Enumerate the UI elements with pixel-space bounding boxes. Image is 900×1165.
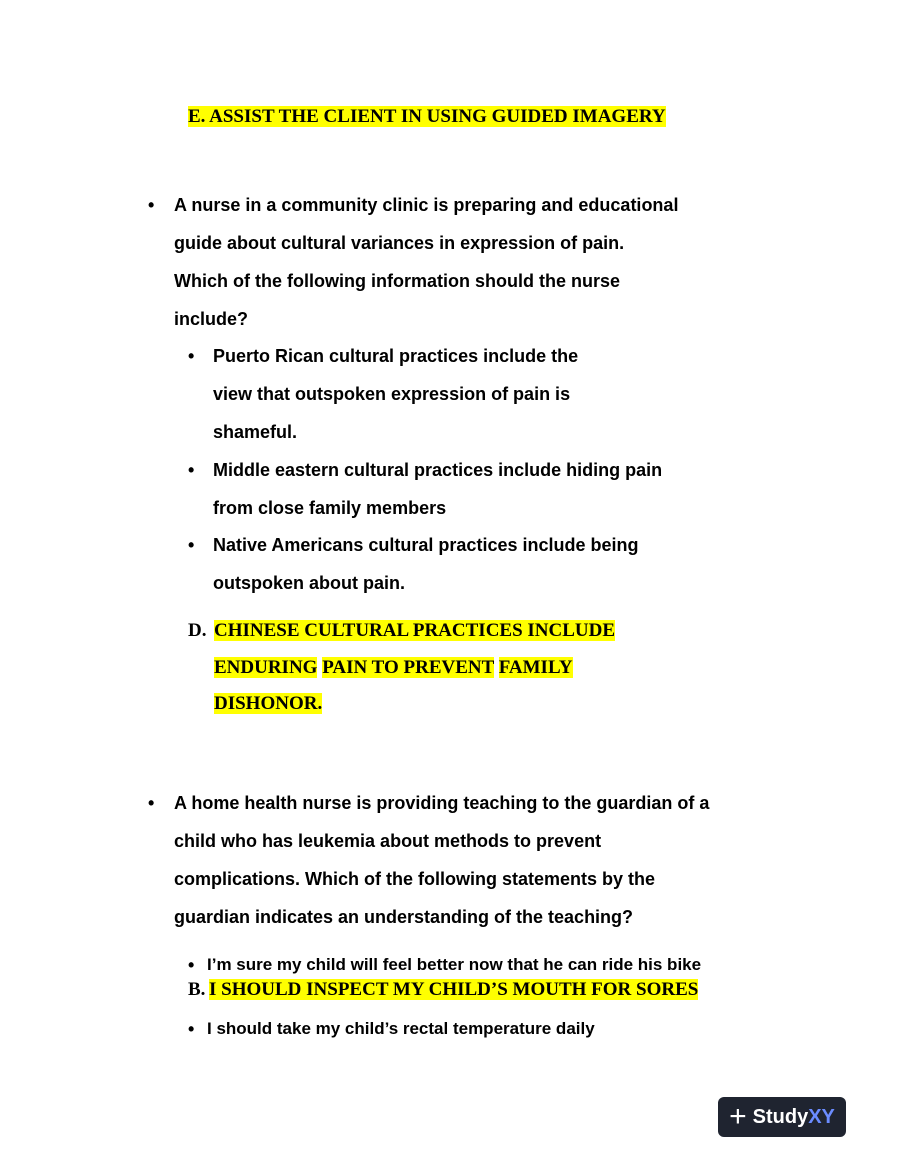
studyxy-logo[interactable]: + Study XY: [718, 1097, 846, 1137]
q1-option-b: Middle eastern cultural practices include hiding pain from close family members: [213, 460, 663, 518]
bullet: •: [188, 1019, 195, 1039]
q2-option-a: I’m sure my child will feel better now that he can ride his bike: [207, 955, 702, 974]
answer-letter: B.: [188, 979, 206, 1000]
question-1: A nurse in a community clinic is preparing and educational guide about cultural variances in expression of pain. Which of the following information should the nurse include?: [174, 195, 679, 329]
q1-answer-line-3: DISHONOR.: [214, 693, 323, 714]
q1-option-c: Native Americans cultural practices include being outspoken about pain.: [213, 535, 639, 593]
bullet: •: [148, 793, 155, 813]
answer-e: E. ASSIST THE CLIENT IN USING GUIDED IMAGERY: [188, 106, 666, 127]
q2-answer: I SHOULD INSPECT MY CHILD’S MOUTH FOR SORES: [209, 979, 699, 1000]
bullet: •: [188, 535, 195, 555]
q1-answer-line-2: ENDURING PAIN TO PREVENT FAMILY: [214, 657, 573, 678]
bullet: •: [148, 195, 155, 215]
q1-option-a: Puerto Rican cultural practices include the view that outspoken expression of pain is shameful.: [213, 346, 579, 442]
bullet: •: [188, 346, 195, 366]
question-2: A home health nurse is providing teaching to the guardian of a child who has leukemia about methods to prevent complications. Which of the following statements by the guardian indicates an understanding of the teaching?: [174, 793, 710, 927]
bullet: •: [188, 460, 195, 480]
bullet: •: [188, 955, 195, 975]
answer-letter: D.: [188, 620, 207, 641]
q1-answer-line-1: CHINESE CULTURAL PRACTICES INCLUDE: [214, 620, 616, 641]
plus-icon: +: [729, 1100, 747, 1133]
q2-option-c: I should take my child’s rectal temperature daily: [207, 1019, 595, 1038]
